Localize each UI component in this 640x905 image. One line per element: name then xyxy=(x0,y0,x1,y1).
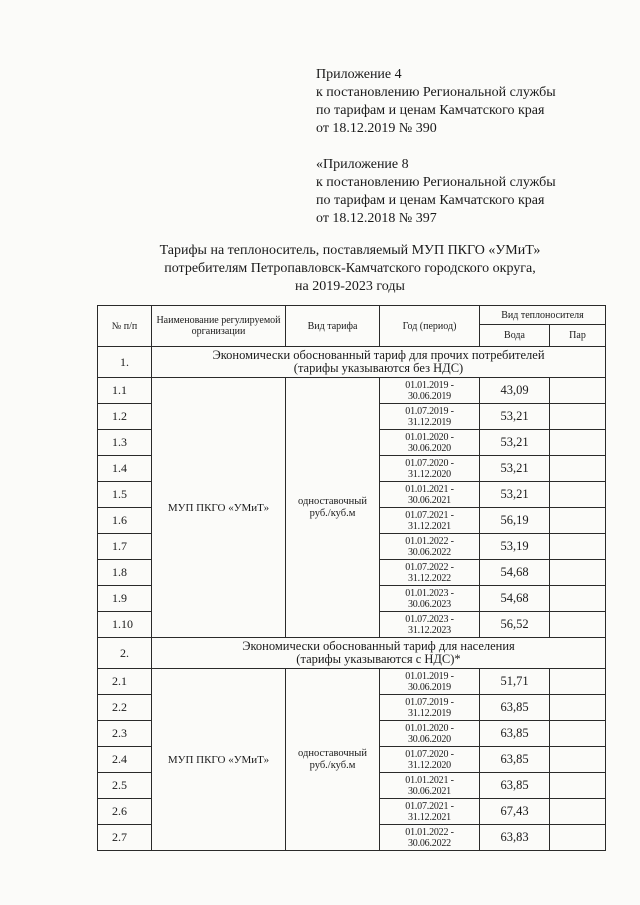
period-from: 01.07.2021 - xyxy=(405,800,454,812)
water-tariff: 63,85 xyxy=(480,721,550,747)
period-from: 01.01.2020 - xyxy=(405,722,454,734)
period-from: 01.07.2020 - xyxy=(405,748,454,760)
water-tariff: 53,21 xyxy=(480,404,550,430)
tariff-type xyxy=(286,669,380,851)
water-tariff: 56,19 xyxy=(480,508,550,534)
row-num: 1.9 xyxy=(98,586,152,612)
tariff-type-unit: руб./куб.м xyxy=(309,759,356,771)
header-num: № п/п xyxy=(98,306,152,347)
water-tariff: 51,71 xyxy=(480,669,550,695)
period xyxy=(380,721,480,747)
period xyxy=(380,534,480,560)
row-num: 1.5 xyxy=(98,482,152,508)
appendix-current-line: Приложение 4 xyxy=(316,67,402,82)
steam-tariff xyxy=(550,482,606,508)
water-tariff: 63,85 xyxy=(480,747,550,773)
header-carrier: Вид теплоносителя xyxy=(480,306,606,325)
water-tariff: 53,21 xyxy=(480,456,550,482)
period-from: 01.07.2022 - xyxy=(405,561,454,573)
period xyxy=(380,669,480,695)
water-tariff: 53,21 xyxy=(480,482,550,508)
title-line: потребителям Петропавловск-Камчатского городского округа, xyxy=(164,261,536,276)
title-line: Тарифы на теплоноситель, поставляемый МУП ПКГО «УМиТ» xyxy=(159,243,541,258)
period-to: 31.12.2022 xyxy=(407,572,451,584)
row-num: 1.8 xyxy=(98,560,152,586)
steam-tariff xyxy=(550,799,606,825)
section-num: 1. xyxy=(98,347,152,378)
period xyxy=(380,456,480,482)
row-num: 1.3 xyxy=(98,430,152,456)
section-title-line: Экономически обоснованный тариф для населения xyxy=(242,639,515,653)
table-row xyxy=(98,669,606,695)
header-steam: Пар xyxy=(550,325,606,347)
row-num: 1.6 xyxy=(98,508,152,534)
water-tariff: 63,85 xyxy=(480,695,550,721)
period-to: 31.12.2023 xyxy=(407,624,451,636)
header-period: Год (период) xyxy=(380,306,480,347)
steam-tariff xyxy=(550,456,606,482)
period-from: 01.01.2019 - xyxy=(405,379,454,391)
period-to: 31.12.2021 xyxy=(407,811,451,823)
appendix-current-line: от 18.12.2019 № 390 xyxy=(316,121,437,136)
section-row xyxy=(98,638,606,669)
period-from: 01.01.2022 - xyxy=(405,826,454,838)
period-from: 01.01.2021 - xyxy=(405,483,454,495)
period-from: 01.07.2020 - xyxy=(405,457,454,469)
section-num: 2. xyxy=(98,638,152,669)
period-to: 30.06.2019 xyxy=(407,390,451,402)
steam-tariff xyxy=(550,404,606,430)
tariff-type-line: одноставочный xyxy=(298,495,367,507)
period xyxy=(380,430,480,456)
water-tariff: 63,85 xyxy=(480,773,550,799)
org-name: МУП ПКГО «УМиТ» xyxy=(152,669,286,851)
tariff-type xyxy=(286,378,380,638)
steam-tariff xyxy=(550,721,606,747)
period xyxy=(380,404,480,430)
period-to: 30.06.2022 xyxy=(407,837,451,849)
water-tariff: 53,19 xyxy=(480,534,550,560)
steam-tariff xyxy=(550,430,606,456)
appendix-current-line: по тарифам и ценам Камчатского края xyxy=(316,103,545,118)
period-to: 30.06.2020 xyxy=(407,442,451,454)
row-num: 2.6 xyxy=(98,799,152,825)
steam-tariff xyxy=(550,508,606,534)
steam-tariff xyxy=(550,378,606,404)
header-water: Вода xyxy=(480,325,550,347)
period xyxy=(380,799,480,825)
water-tariff: 63,83 xyxy=(480,825,550,851)
period xyxy=(380,695,480,721)
section-title-line: Экономически обоснованный тариф для прочих потребителей xyxy=(212,348,545,362)
row-num: 2.4 xyxy=(98,747,152,773)
section-title xyxy=(152,638,606,669)
appendix-original xyxy=(316,156,616,228)
section-title-line: (тарифы указываются с НДС)* xyxy=(296,652,461,666)
steam-tariff xyxy=(550,773,606,799)
water-tariff: 53,21 xyxy=(480,430,550,456)
row-num: 1.1 xyxy=(98,378,152,404)
period xyxy=(380,773,480,799)
period xyxy=(380,560,480,586)
period-to: 30.06.2019 xyxy=(407,681,451,693)
row-num: 2.2 xyxy=(98,695,152,721)
period xyxy=(380,612,480,638)
steam-tariff xyxy=(550,612,606,638)
row-num: 1.10 xyxy=(98,612,152,638)
appendix-original-line: по тарифам и ценам Камчатского края xyxy=(316,193,545,208)
period-to: 31.12.2019 xyxy=(407,416,451,428)
water-tariff: 67,43 xyxy=(480,799,550,825)
tariff-table xyxy=(97,305,606,851)
header-org: Наименование регулируемой организации xyxy=(152,306,286,347)
steam-tariff xyxy=(550,534,606,560)
period-to: 30.06.2021 xyxy=(407,494,451,506)
period-to: 31.12.2021 xyxy=(407,520,451,532)
appendix-block xyxy=(316,66,616,246)
appendix-original-line: «Приложение 8 xyxy=(316,157,409,172)
period xyxy=(380,747,480,773)
appendix-current xyxy=(316,66,616,138)
document-title xyxy=(70,242,630,296)
row-num: 1.2 xyxy=(98,404,152,430)
period xyxy=(380,825,480,851)
steam-tariff xyxy=(550,586,606,612)
water-tariff: 54,68 xyxy=(480,560,550,586)
section-row xyxy=(98,347,606,378)
period-to: 30.06.2020 xyxy=(407,733,451,745)
row-num: 2.1 xyxy=(98,669,152,695)
appendix-current-line: к постановлению Региональной службы xyxy=(316,85,556,100)
water-tariff: 54,68 xyxy=(480,586,550,612)
period-from: 01.07.2019 - xyxy=(405,696,454,708)
period xyxy=(380,378,480,404)
org-name: МУП ПКГО «УМиТ» xyxy=(152,378,286,638)
steam-tariff xyxy=(550,695,606,721)
period-from: 01.01.2022 - xyxy=(405,535,454,547)
period-from: 01.07.2021 - xyxy=(405,509,454,521)
period xyxy=(380,482,480,508)
period-from: 01.07.2019 - xyxy=(405,405,454,417)
steam-tariff xyxy=(550,825,606,851)
period-from: 01.07.2023 - xyxy=(405,613,454,625)
period xyxy=(380,508,480,534)
period-from: 01.01.2021 - xyxy=(405,774,454,786)
tariff-type-line: одноставочный xyxy=(298,747,367,759)
period-to: 30.06.2023 xyxy=(407,598,451,610)
section-title-line: (тарифы указываются без НДС) xyxy=(293,361,464,375)
steam-tariff xyxy=(550,669,606,695)
period-to: 30.06.2022 xyxy=(407,546,451,558)
row-num: 2.3 xyxy=(98,721,152,747)
title-line: на 2019-2023 годы xyxy=(295,279,405,294)
header-tariff-type: Вид тарифа xyxy=(286,306,380,347)
period-from: 01.01.2023 - xyxy=(405,587,454,599)
water-tariff: 43,09 xyxy=(480,378,550,404)
period xyxy=(380,586,480,612)
period-from: 01.01.2020 - xyxy=(405,431,454,443)
period-to: 31.12.2020 xyxy=(407,468,451,480)
section-title xyxy=(152,347,606,378)
appendix-original-line: к постановлению Региональной службы xyxy=(316,175,556,190)
steam-tariff xyxy=(550,560,606,586)
row-num: 2.5 xyxy=(98,773,152,799)
period-from: 01.01.2019 - xyxy=(405,670,454,682)
row-num: 1.7 xyxy=(98,534,152,560)
period-to: 30.06.2021 xyxy=(407,785,451,797)
tariff-type-unit: руб./куб.м xyxy=(309,507,356,519)
period-to: 31.12.2020 xyxy=(407,759,451,771)
appendix-original-line: от 18.12.2018 № 397 xyxy=(316,211,437,226)
steam-tariff xyxy=(550,747,606,773)
row-num: 1.4 xyxy=(98,456,152,482)
period-to: 31.12.2019 xyxy=(407,707,451,719)
row-num: 2.7 xyxy=(98,825,152,851)
water-tariff: 56,52 xyxy=(480,612,550,638)
table-row xyxy=(98,378,606,404)
